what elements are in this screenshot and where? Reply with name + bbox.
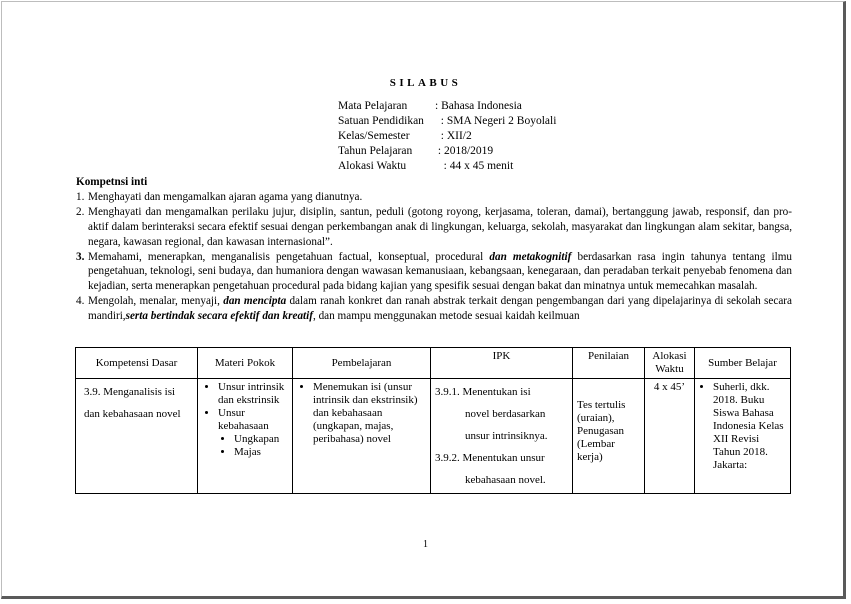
cell-penilaian (573, 379, 645, 494)
ipk-text: novel berdasarkan unsur intrinsiknya. (465, 408, 548, 442)
cell-pembelajaran (293, 379, 431, 494)
ki-heading: Kompetnsi inti (76, 176, 148, 188)
penilaian-text: Tes tertulis (uraian), Penugasan (Lembar kerja) (577, 399, 626, 463)
pembelajaran-list (297, 381, 426, 446)
ki-item-2 (76, 205, 792, 250)
table-header-row (76, 348, 791, 379)
ki-item-3 (76, 250, 792, 295)
table-row (76, 379, 791, 494)
ipk-code: 3.9.1. Menentukan isi (435, 386, 531, 398)
ki-text: Mengolah, menalar, menyaji, (88, 295, 224, 308)
ki-text: dalam ranah konkret dan ranah abstrak terkait dengan pengembangan dari yang dipelajarinya di sekolah secara mandiri, (88, 295, 792, 323)
cell-materi (198, 379, 293, 494)
ki-number: 3. (76, 250, 85, 263)
ki-item-1 (76, 190, 792, 205)
col-header: IPK (431, 348, 573, 379)
info-row-year (338, 144, 556, 159)
ki-number: 2. (76, 205, 85, 218)
col-header: Sumber Belajar (695, 348, 791, 379)
ki-text: Memahami, menerapkan, menganalisis pengetahuan factual, konseptual, procedural (88, 250, 490, 263)
kd-text: 3.9. Menganalisis isi dan kebahasaan novel (84, 386, 181, 420)
sumber-list (699, 381, 786, 472)
ipk-item (435, 447, 568, 491)
list-item: • Majas (234, 446, 288, 459)
list-item (218, 407, 288, 459)
ki-text: , dan mampu menggunakan metode sesuai kaidah keilmuan (312, 310, 580, 323)
col-header: Pembelajaran (293, 348, 431, 379)
info-label: Alokasi Waktu (338, 160, 407, 172)
info-label: Mata Pelajaran (338, 100, 408, 112)
col-header: Kompetensi Dasar (76, 348, 198, 379)
ki-emphasis: dan mencipta (223, 295, 287, 308)
ki-number: 4. (76, 295, 85, 308)
info-value: : SMA Negeri 2 Boyolali (435, 115, 557, 127)
ipk-text: kebahasaan novel. (465, 474, 546, 486)
ki-text: berdasarkan rasa ingin tahunya tentang ilmu pengetahuan, teknologi, seni budaya, dan humaniora dengan wawasan kemanusiaan, kebangsaan, kenegaraan, dan peradaban terkait penyebab fenomena dan kejadian, serta menerapkan pengetahuan procedural pada bidang kajian yang spesifik sesuai dengan bakat dan minatnya untuk memecahkan masalah. (88, 250, 793, 293)
list-item: • Unsur intrinsik dan ekstrinsik (218, 381, 288, 407)
ipk-item (435, 381, 568, 447)
cell-sumber (695, 379, 791, 494)
info-row-class (338, 129, 556, 144)
ki-emphasis: serta bertindak secara efektif dan kreatif (125, 310, 313, 323)
col-header: Penilaian (573, 348, 645, 379)
info-label: Tahun Pelajaran (338, 145, 413, 157)
ki-emphasis: dan metakognitif (489, 250, 572, 263)
ki-text: Menghayati dan mengamalkan perilaku jujur, disiplin, santun, peduli (gotong royong, kerjasama, toleran, damai), bertanggung jawab, responsif, dan pro-aktif dalam berinteraksi secara efektif sesuai dengan perkembangan anak di lingkungan, keluarga, sekolah, masyarakat dan lingkungan alam sekitar, bangsa, negara, kawasan regional, dan kawasan internasional”. (88, 205, 792, 248)
document-title: SILABUS (389, 77, 462, 89)
info-value: : XII/2 (435, 130, 472, 142)
info-row-school (338, 114, 556, 129)
col-header: Alokasi Waktu (645, 348, 695, 379)
core-competencies (76, 175, 792, 324)
info-label: Kelas/Semester (338, 130, 410, 142)
syllabus-table (75, 347, 791, 494)
info-value: : 44 x 45 menit (435, 160, 514, 172)
info-value: : Bahasa Indonesia (435, 100, 522, 112)
alokasi-text: 4 x 45’ (653, 381, 686, 393)
page-number: 1 (423, 539, 428, 550)
ki-item-4 (76, 294, 792, 324)
materi-sublist (218, 433, 288, 459)
cell-alokasi (645, 379, 695, 494)
list-item: • Suherli, dkk. 2018. Buku Siswa Bahasa Indonesia Kelas XII Revisi Tahun 2018. Jakarta: (713, 381, 786, 472)
course-info (338, 99, 556, 174)
list-item: • Ungkapan (234, 433, 288, 446)
ipk-code: 3.9.2. Menentukan unsur (435, 452, 545, 464)
list-item: • Menemukan isi (unsur intrinsik dan ekstrinsik) dan kebahasaan (ungkapan, majas, peribahasa) novel (313, 381, 426, 446)
materi-list (202, 381, 288, 459)
info-row-time (338, 159, 556, 174)
col-header: Materi Pokok (198, 348, 293, 379)
info-label: Satuan Pendidikan (338, 115, 424, 127)
cell-ipk (431, 379, 573, 494)
ki-number: 1. (76, 190, 85, 203)
list-item-text: Unsur kebahasaan (218, 407, 269, 432)
info-row-subject (338, 99, 556, 114)
info-value: : 2018/2019 (435, 145, 494, 157)
ki-text: Menghayati dan mengamalkan ajaran agama yang dianutnya. (88, 190, 363, 203)
cell-kd (76, 379, 198, 494)
